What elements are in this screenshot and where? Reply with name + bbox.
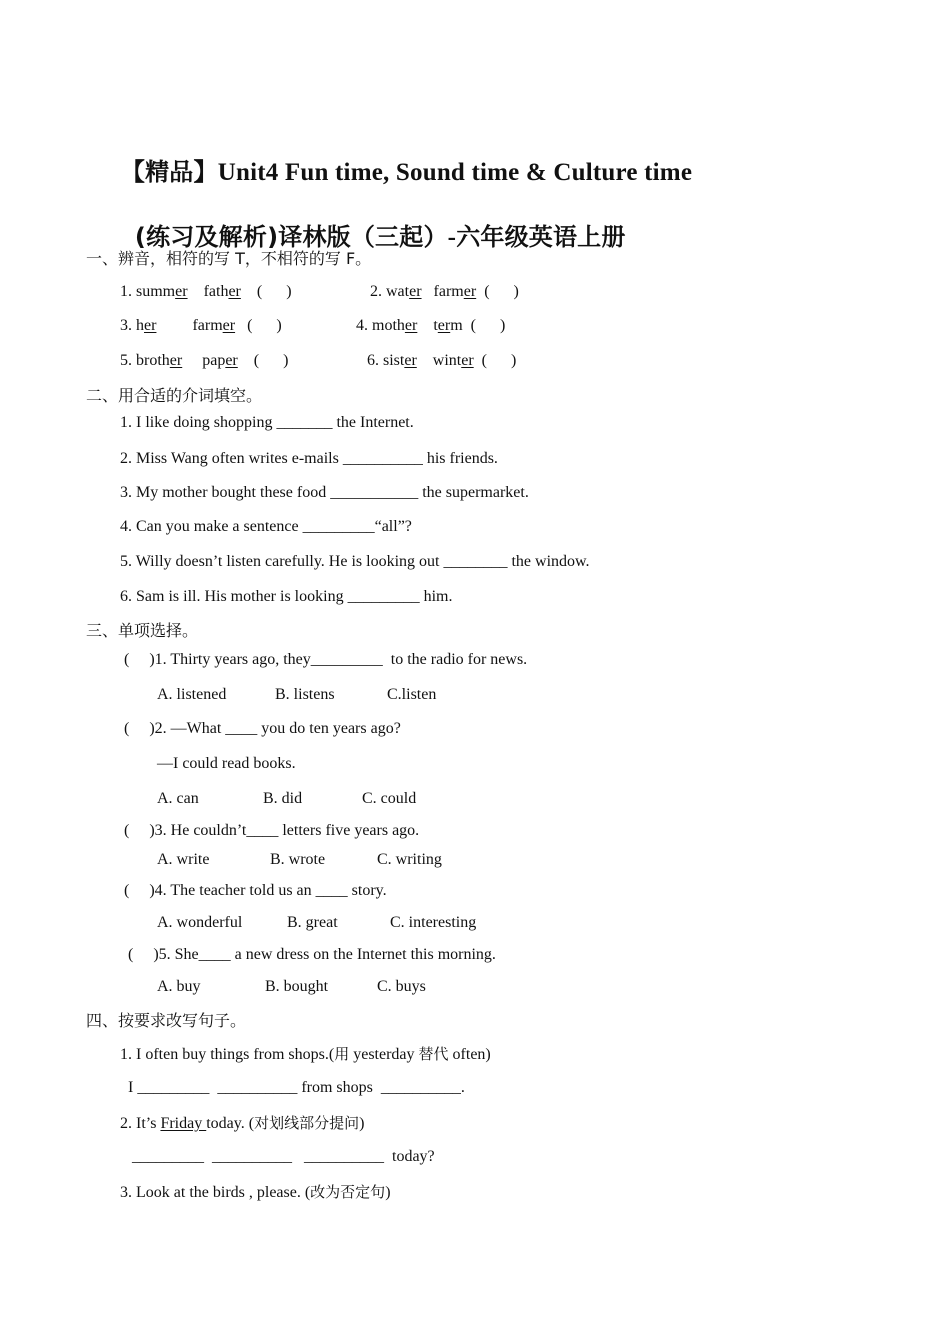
option-2c[interactable]: C. could <box>362 790 417 807</box>
title-tag: 【精品】 <box>120 158 218 186</box>
answer-blank[interactable]: ( ) <box>253 352 289 369</box>
answer-blank[interactable]: ( ) <box>470 317 506 334</box>
answer-blank[interactable]: ( ) <box>256 283 292 300</box>
option-1a[interactable]: A. listened <box>157 686 227 703</box>
title-unit: Unit4 Fun time, Sound time & Culture time <box>217 159 693 186</box>
page-title-line1 <box>108 124 692 187</box>
option-4c[interactable]: C. interesting <box>390 914 477 931</box>
section-3-heading: 三、单项选择。 <box>86 621 199 640</box>
preposition-item-4[interactable]: 4. Can you make a sentence _________“all”? <box>120 518 412 535</box>
rewrite-answer-1[interactable]: I _________ __________ from shops __________. <box>128 1079 465 1096</box>
preposition-item-3[interactable]: 3. My mother bought these food ___________ the supermarket. <box>120 484 529 501</box>
rewrite-answer-2[interactable]: _________ __________ __________ today? <box>132 1148 435 1165</box>
question-2-reply: —I could read books. <box>157 755 296 772</box>
option-5c[interactable]: C. buys <box>377 978 426 995</box>
title-sub-b: 六年级英语上册 <box>456 223 626 251</box>
answer-blank[interactable]: ( ) <box>484 283 519 300</box>
option-1b[interactable]: B. listens <box>275 686 335 703</box>
option-5a[interactable]: A. buy <box>157 978 201 995</box>
page-title-line2 <box>122 189 626 252</box>
title-dash: - <box>447 224 457 251</box>
section-2-heading: 二、用合适的介词填空。 <box>86 386 263 405</box>
choice-question-3[interactable]: ( )3. He couldn’t____ letters five years ago. <box>124 822 420 839</box>
phonics-item-3: 3. her farmer ( ) <box>120 317 282 334</box>
phonics-item-4: 4. mother term ( ) <box>356 317 506 334</box>
choice-question-5[interactable]: ( )5. She____ a new dress on the Internet this morning. <box>128 946 496 963</box>
choice-question-4[interactable]: ( )4. The teacher told us an ____ story. <box>124 882 387 899</box>
preposition-item-6[interactable]: 6. Sam is ill. His mother is looking _________ him. <box>120 588 453 605</box>
option-2a[interactable]: A. can <box>157 790 199 807</box>
option-4b[interactable]: B. great <box>287 914 338 931</box>
answer-blank[interactable]: ( ) <box>481 352 517 369</box>
section-4-heading: 四、按要求改写句子。 <box>86 1011 247 1030</box>
rewrite-item-2: 2. It’s Friday today. (对划线部分提问) <box>120 1114 365 1132</box>
option-3c[interactable]: C. writing <box>377 851 442 868</box>
phonics-item-2: 2. water farmer ( ) <box>370 283 519 300</box>
title-sub-a: (练习及解析)译林版（三起） <box>134 223 448 251</box>
rewrite-item-3: 3. Look at the birds , please. (改为否定句) <box>120 1183 391 1201</box>
choice-question-2[interactable]: ( )2. —What ____ you do ten years ago? <box>124 720 401 737</box>
answer-blank[interactable]: ( ) <box>247 317 282 334</box>
preposition-item-1[interactable]: 1. I like doing shopping _______ the Internet. <box>120 414 414 431</box>
phonics-item-1: 1. summer father ( ) <box>120 283 292 300</box>
option-3b[interactable]: B. wrote <box>270 851 326 868</box>
option-1c[interactable]: C.listen <box>387 686 437 703</box>
option-2b[interactable]: B. did <box>263 790 303 807</box>
preposition-item-5[interactable]: 5. Willy doesn’t listen carefully. He is looking out ________ the window. <box>120 553 590 570</box>
rewrite-item-1: 1. I often buy things from shops.(用 yesterday 替代 often) <box>120 1045 491 1063</box>
section-1-heading: 一、辨音，相符的写 T，不相符的写 F。 <box>86 249 372 268</box>
option-4a[interactable]: A. wonderful <box>157 914 243 931</box>
preposition-item-2[interactable]: 2. Miss Wang often writes e-mails __________ his friends. <box>120 450 498 467</box>
underlined-word: Friday <box>160 1115 207 1132</box>
phonics-item-5: 5. brother paper ( ) <box>120 352 289 369</box>
choice-question-1[interactable]: ( )1. Thirty years ago, they_________ to the radio for news. <box>124 651 528 668</box>
option-3a[interactable]: A. write <box>157 851 210 868</box>
option-5b[interactable]: B. bought <box>265 978 329 995</box>
phonics-item-6: 6. sister winter ( ) <box>367 352 517 369</box>
